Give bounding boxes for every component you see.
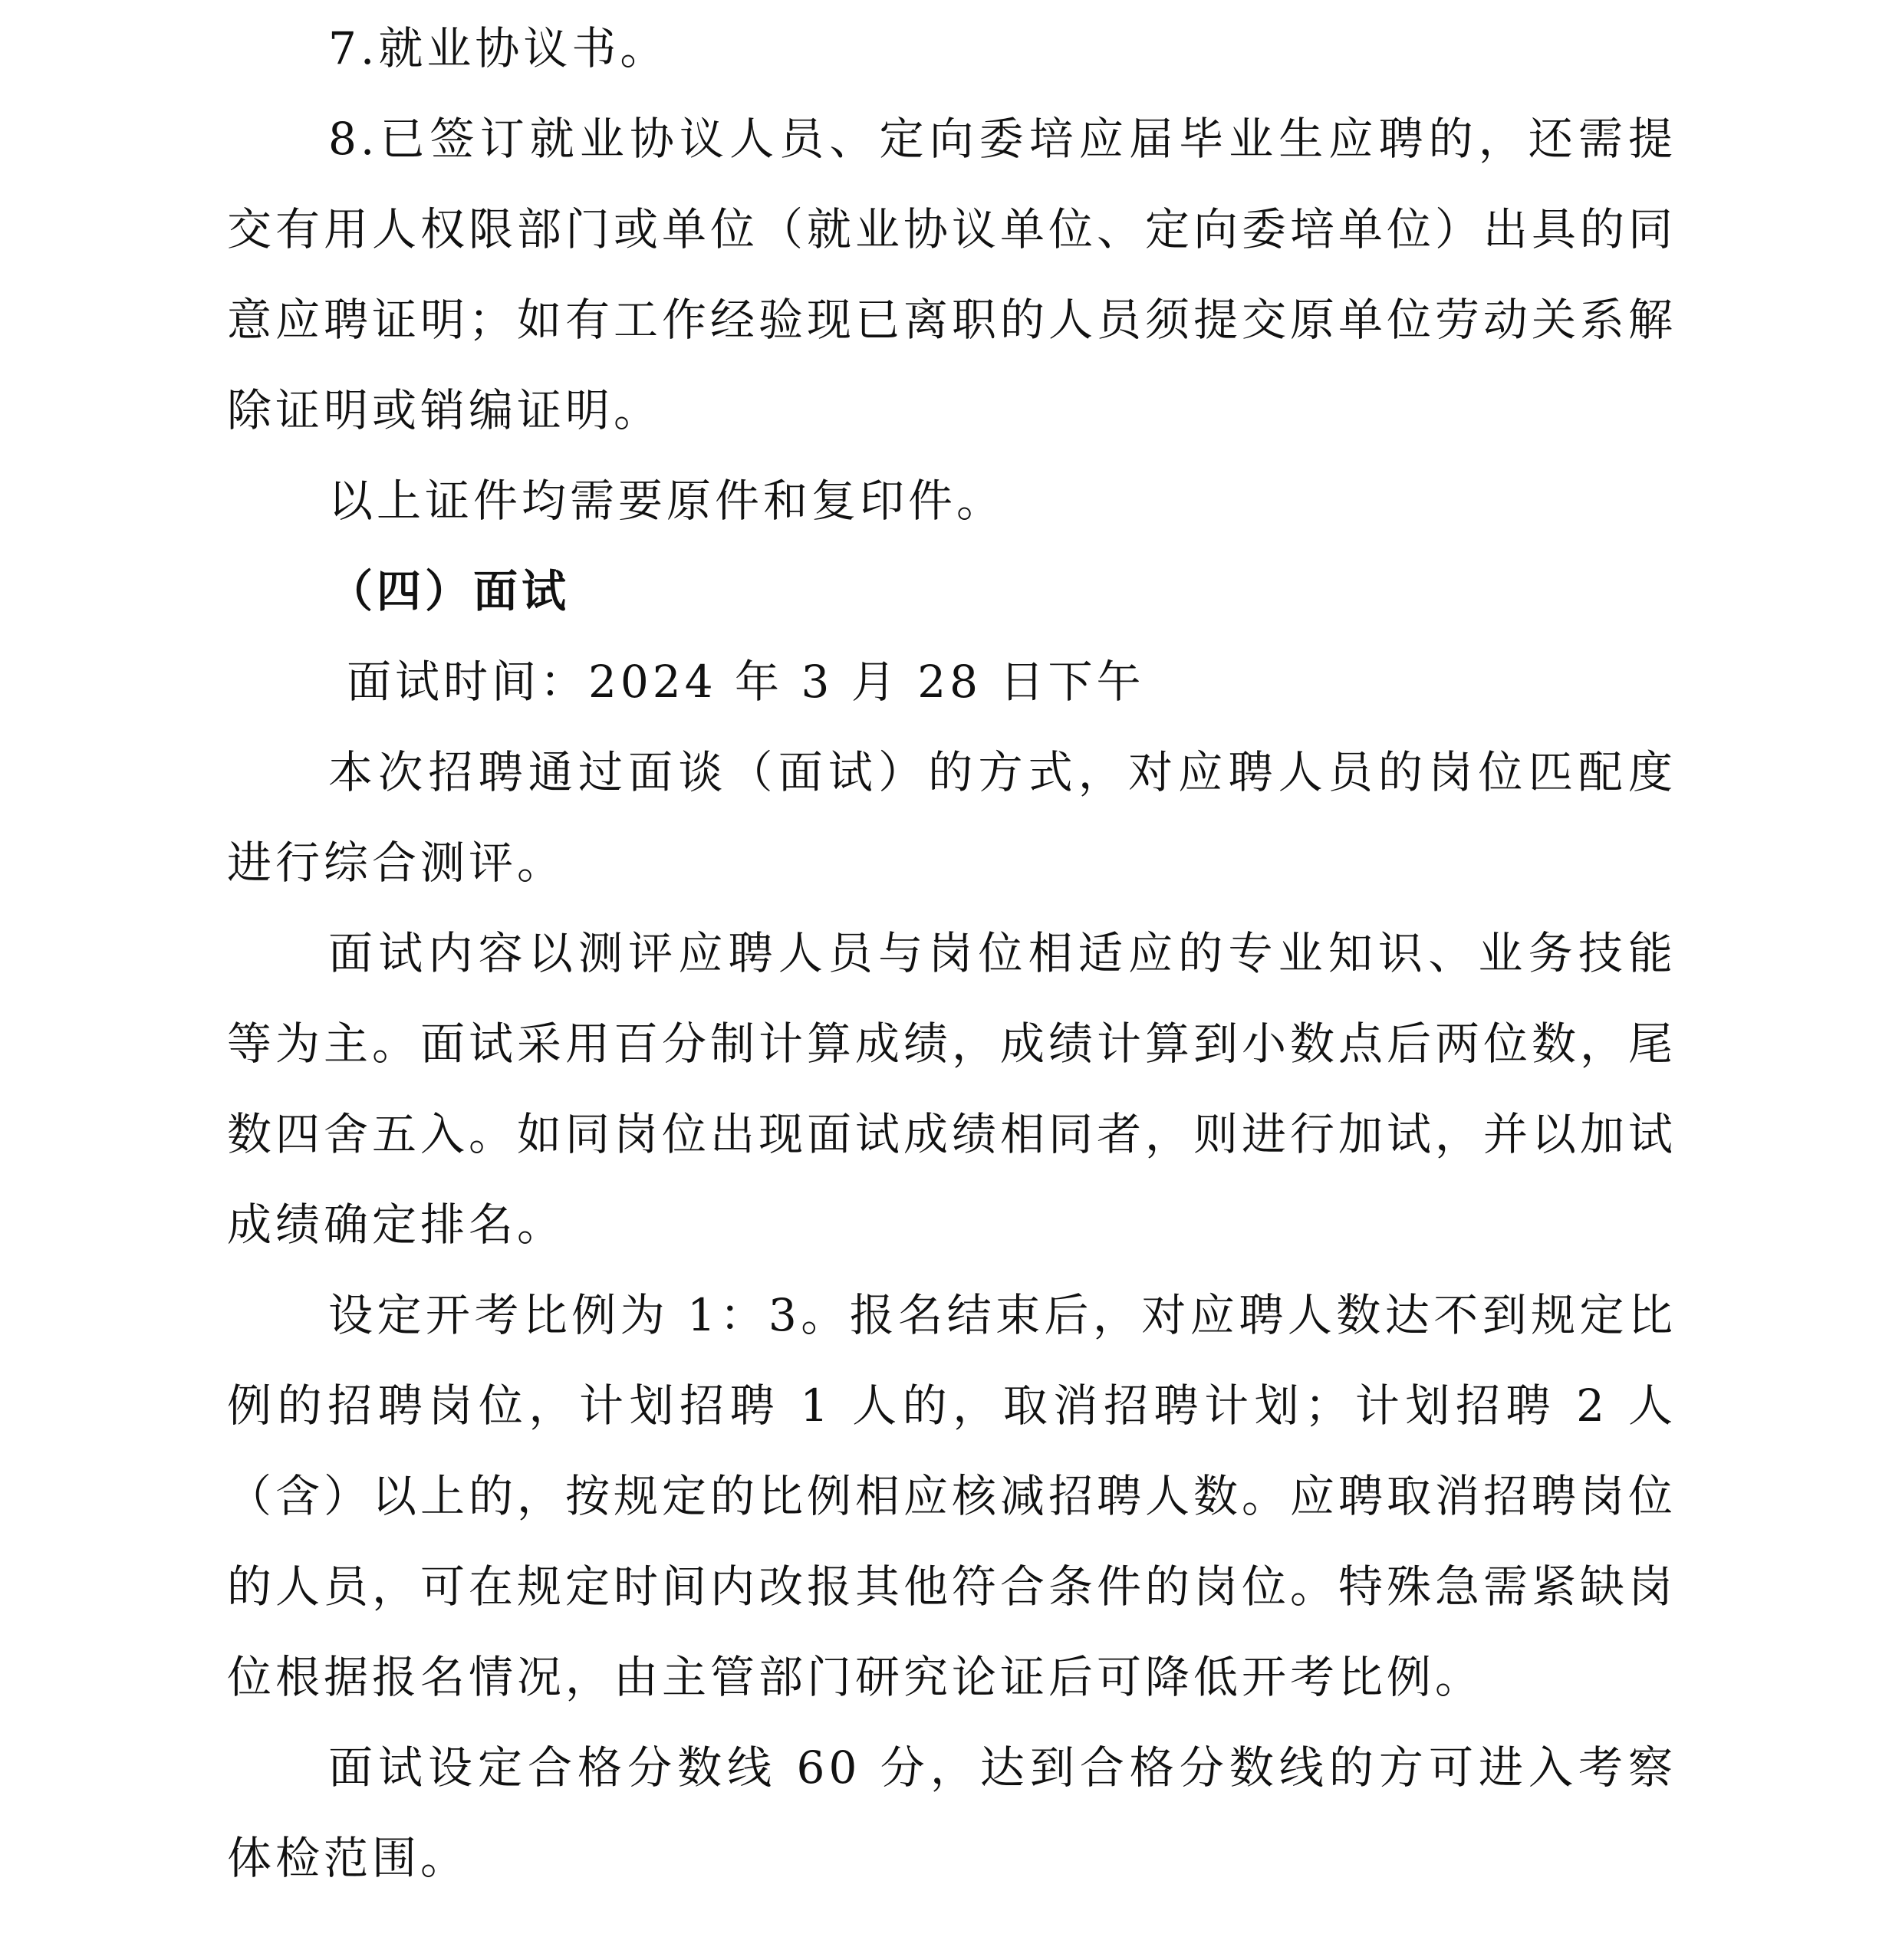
passing-score-paragraph: 面试设定合格分数线 60 分，达到合格分数线的方可进入考察体检范围。 [227, 1741, 1677, 1884]
interview-time: 面试时间：2024 年 3 月 28 日下午 [347, 656, 1145, 708]
interview-content-paragraph: 面试内容以测评应聘人员与岗位相适应的专业知识、业务技能等为主。面试采用百分制计算成绩，成绩计算到小数点后两位数，尾数四舍五入。如同岗位出现面试成绩相同者，则进行加试，并以加试成绩确定排名。 [227, 927, 1677, 1251]
list-item-employment-agreement: 7.就业协议书。 [328, 22, 669, 74]
section-heading-interview: （四）面试 [328, 565, 571, 617]
interview-method-paragraph: 本次招聘通过面谈（面试）的方式，对应聘人员的岗位匹配度进行综合测评。 [227, 746, 1677, 889]
list-item-signed-agreement-proof: 8.已签订就业协议人员、定向委培应届毕业生应聘的，还需提交有用人权限部门或单位（就业协议单位、定向委培单位）出具的同意应聘证明；如有工作经验现已离职的人员须提交原单位劳动关系解除证明或销编证明。 [227, 113, 1677, 436]
document-body [227, 3, 1677, 1903]
documents-original-copy-note: 以上证件均需要原件和复印件。 [328, 475, 1005, 527]
exam-ratio-paragraph: 设定开考比例为 1：3。报名结束后，对应聘人数达不到规定比例的招聘岗位，计划招聘 1 人的，取消招聘计划；计划招聘 2 人（含）以上的，按规定的比例相应核减招聘人数。应聘取消招聘岗位的人员，可在规定时间内改报其他符合条件的岗位。特殊急需紧缺岗位根据报名情况，由主管部门研究论证后可降低开考比例。 [227, 1289, 1677, 1703]
